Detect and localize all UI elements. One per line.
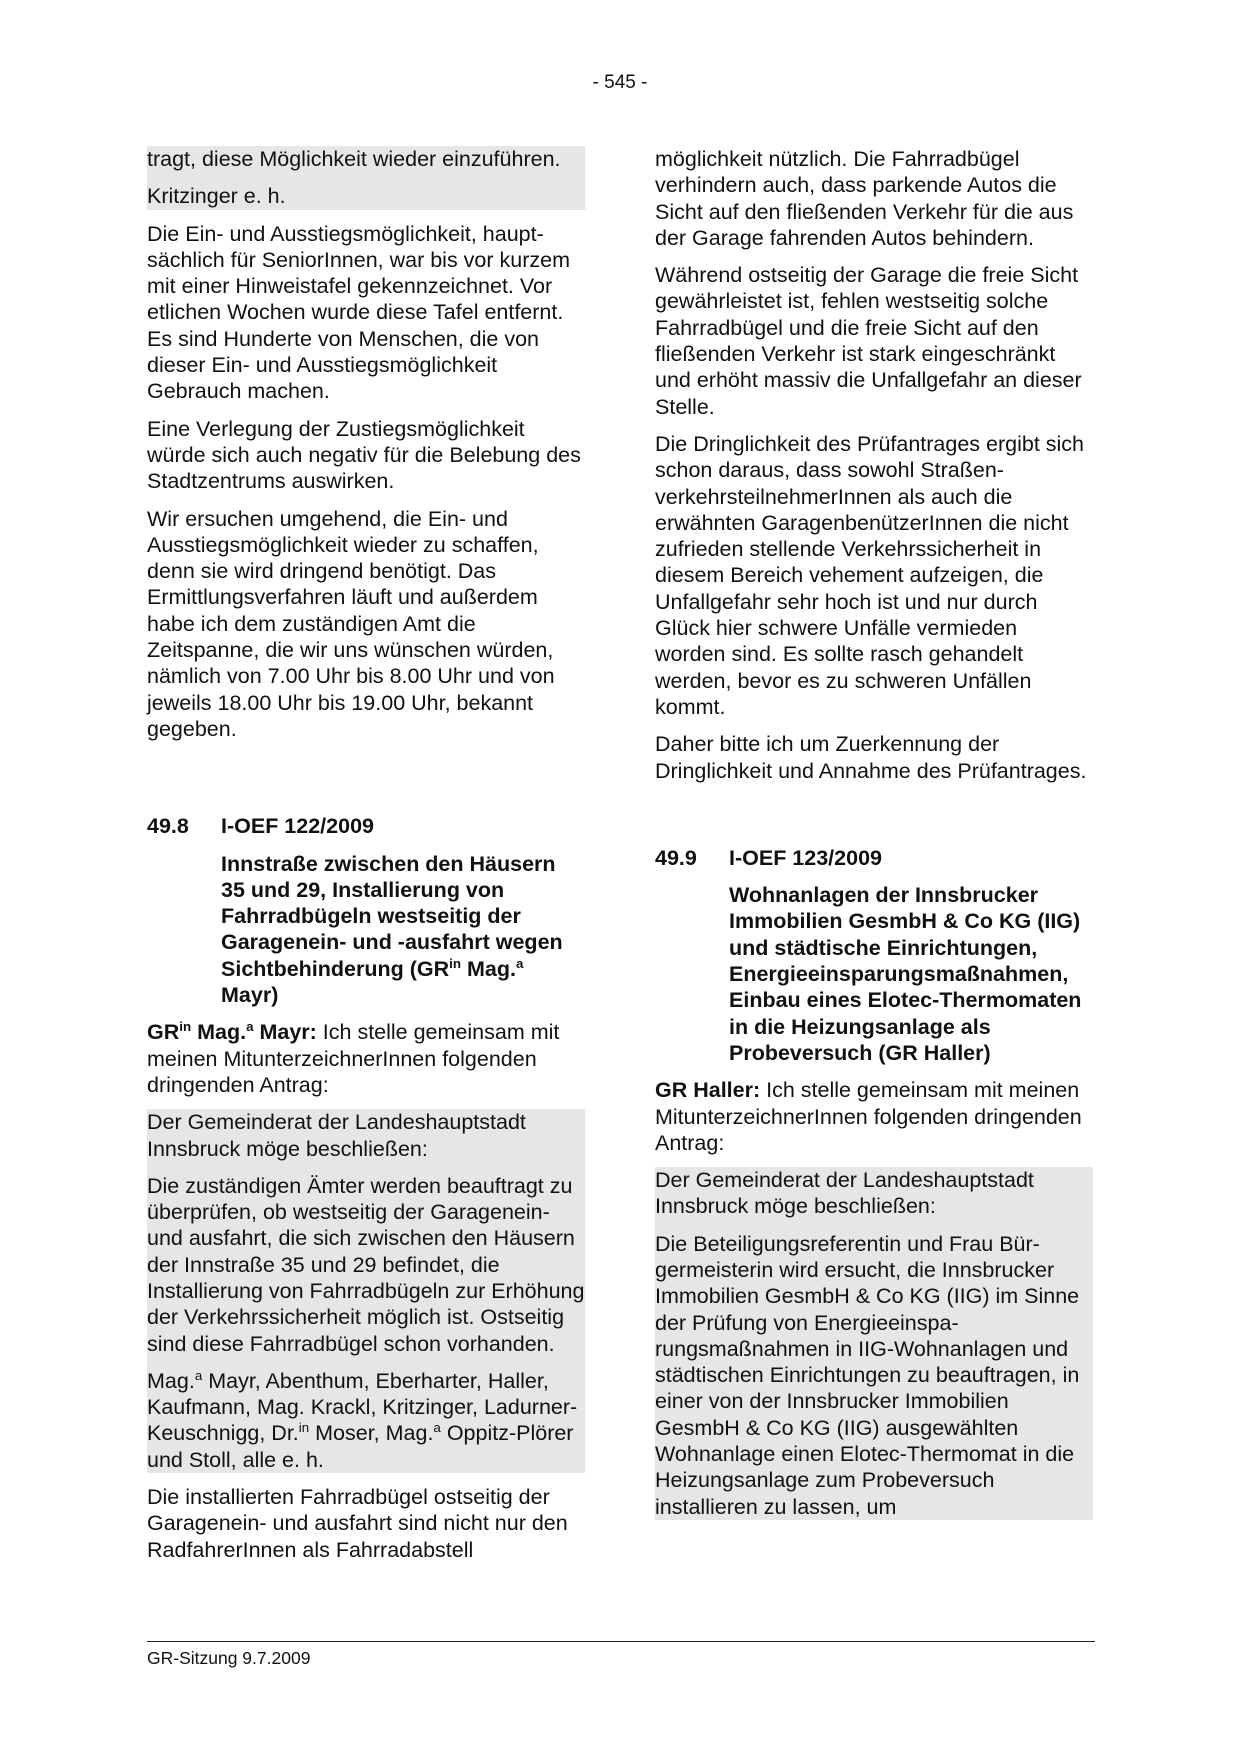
shaded-motion-continuation [147, 146, 585, 210]
motion-text-end: tragt, diese Möglichkeit wieder einzuführen. [147, 147, 561, 171]
page-number: - 545 - [592, 72, 648, 93]
motion-intro: Der Gemeinderat der Landeshauptstadt Innsbruck möge beschließen: [655, 1168, 1034, 1219]
speaker-name: GR Haller: [655, 1078, 761, 1103]
footer-session-date: GR-Sitzung 9.7.2009 [147, 1648, 311, 1668]
signers-line: Kritzinger e. h. [147, 184, 286, 209]
paragraph: Die Dringlichkeit des Prüfantrages ergibt sich schon daraus, dass sowohl StraßenverkehrsteilnehmerInnen als auch die erwähnten GaragenbenützerInnen die nicht zufrieden stellende Verkehrssicherheit in diesem Bereich vehement aufzeigen, die Unfallgefahr sehr hoch ist und nur durch Glück hier schwere Unfälle vermieden worden sind. Es sollte rasch gehandelt werden, bevor es zu schweren Unfällen kommt. [655, 431, 1085, 719]
agenda-item-code: I-OEF 123/2009 [729, 845, 882, 870]
signers-line: Mag.$^a$ Mayr, Abenthum, Eberharter, Haller, Kaufmann, Mag. Krackl, Kritzinger, Ladurner-Keuschnigg, Dr.$^{in}$ Moser, Mag.$^a$ Oppitz-Plörer und Stoll, alle e. h. [147, 1367, 578, 1472]
agenda-item-title: Wohnanlagen der Innsbrucker Immobilien GesmbH & Co KG (IIG) und städtische Einrichtungen, Energieeinsparungsmaßnahmen, Einbau eines Elotec-Thermomaten in die Heizungsanlage als Probeversuch (GR Haller) [729, 883, 1082, 1065]
footer-rule [147, 1641, 1095, 1642]
motion-text: Die Beteiligungsreferentin und Frau Bürgermeisterin wird ersucht, die Innsbrucker Immobilien GesmbH & Co KG (IIG) im Sinne der Prüfung von Energieeinsparungsmaßnahmen in IIG-Wohnanlagen und städtischen Einrichtungen zu beauftragen, in einer von der Innsbrucker Immobilien GesmbH & Co KG (IIG) ausgewählten Wohnanlage einen Elotec-Thermomat in die Heizungsanlage zum Probeversuch installieren zu lassen, um [655, 1231, 1080, 1519]
agenda-item-code: I-OEF 122/2009 [221, 814, 374, 839]
motion-intro: Der Gemeinderat der Landeshauptstadt Innsbruck möge beschließen: [147, 1110, 526, 1161]
agenda-item-heading [655, 845, 1093, 871]
right-column [655, 146, 1093, 1531]
speaker-paragraph: $GR^{in}$ Mag.$^a$ Mayr: Ich stelle gemeinsam mit meinen MitunterzeichnerInnen folgenden dringenden Antrag: [147, 1019, 560, 1097]
speaker-name: $GR^{in}$ Mag.$^a$ Mayr: [147, 1019, 317, 1045]
motion-text: Die zuständigen Ämter werden beauftragt zu überprüfen, ob westseitig der Garagenein- und ausfahrt, die sich zwischen den Häusern der Innstraße 35 und 29 befindet, die Installierung von Fahrradbügeln zur Erhöhung der Verkehrssicherheit möglich ist. Ostseitig sind diese Fahrradbügel schon vorhanden. [147, 1173, 585, 1356]
agenda-item-number: 49.9 [655, 845, 697, 870]
speaker-paragraph: GR Haller: Ich stelle gemeinsam mit meinen MitunterzeichnerInnen folgenden dringenden Antrag: [655, 1078, 1082, 1155]
shaded-motion [655, 1167, 1093, 1520]
shaded-motion [147, 1109, 585, 1473]
rationale-paragraph: Die installierten Fahrradbügel ostseitig der Garagenein- und ausfahrt sind nicht nur den RadfahrerInnen als Fahrradabstell [147, 1485, 568, 1562]
left-column [147, 146, 585, 1574]
paragraph: möglichkeit nützlich. Die Fahrradbügel verhindern auch, dass parkende Autos die Sicht auf den fließenden Verkehr für die aus der Garage fahrenden Autos behindern. [655, 147, 1074, 250]
agenda-item-title: Innstraße zwischen den Häusern 35 und 29, Installierung von Fahrradbügeln westseitig der Garagenein- und -ausfahrt wegen Sichtbehinderung ($GR^{in}$ Mag.$^a$ Mayr) [221, 851, 563, 1008]
paragraph: Während ostseitig der Garage die freie Sicht gewährleistet ist, fehlen westseitig solche Fahrradbügel und die freie Sicht auf den fließenden Verkehr ist stark eingeschränkt und erhöht massiv die Unfallgefahr an dieser Stelle. [655, 263, 1082, 419]
paragraph: Daher bitte ich um Zuerkennung der Dringlichkeit und Annahme des Prüfantrages. [655, 732, 1087, 783]
paragraph: Wir ersuchen umgehend, die Ein- und Ausstiegsmöglichkeit wieder zu schaffen, denn sie wird dringend benötigt. Das Ermittlungsverfahren läuft und außerdem habe ich dem zuständigen Amt die Zeitspanne, die wir uns wünschen würden, nämlich von 7.00 Uhr bis 8.00 Uhr und von jeweils 18.00 Uhr bis 19.00 Uhr, bekannt gegeben. [147, 506, 555, 741]
paragraph: Die Ein- und Ausstiegsmöglichkeit, hauptsächlich für SeniorInnen, war bis vor kurzem mit einer Hinweistafel gekennzeichnet. Vor etlichen Wochen wurde diese Tafel entfernt. Es sind Hunderte von Menschen, die von dieser Ein- und Ausstiegsmöglichkeit Gebrauch machen. [147, 221, 571, 404]
agenda-item-number: 49.8 [147, 814, 189, 839]
paragraph: Eine Verlegung der Zustiegsmöglichkeit würde sich auch negativ für die Belebung des Stadtzentrums auswirken. [147, 416, 581, 494]
agenda-item-heading [147, 813, 585, 839]
